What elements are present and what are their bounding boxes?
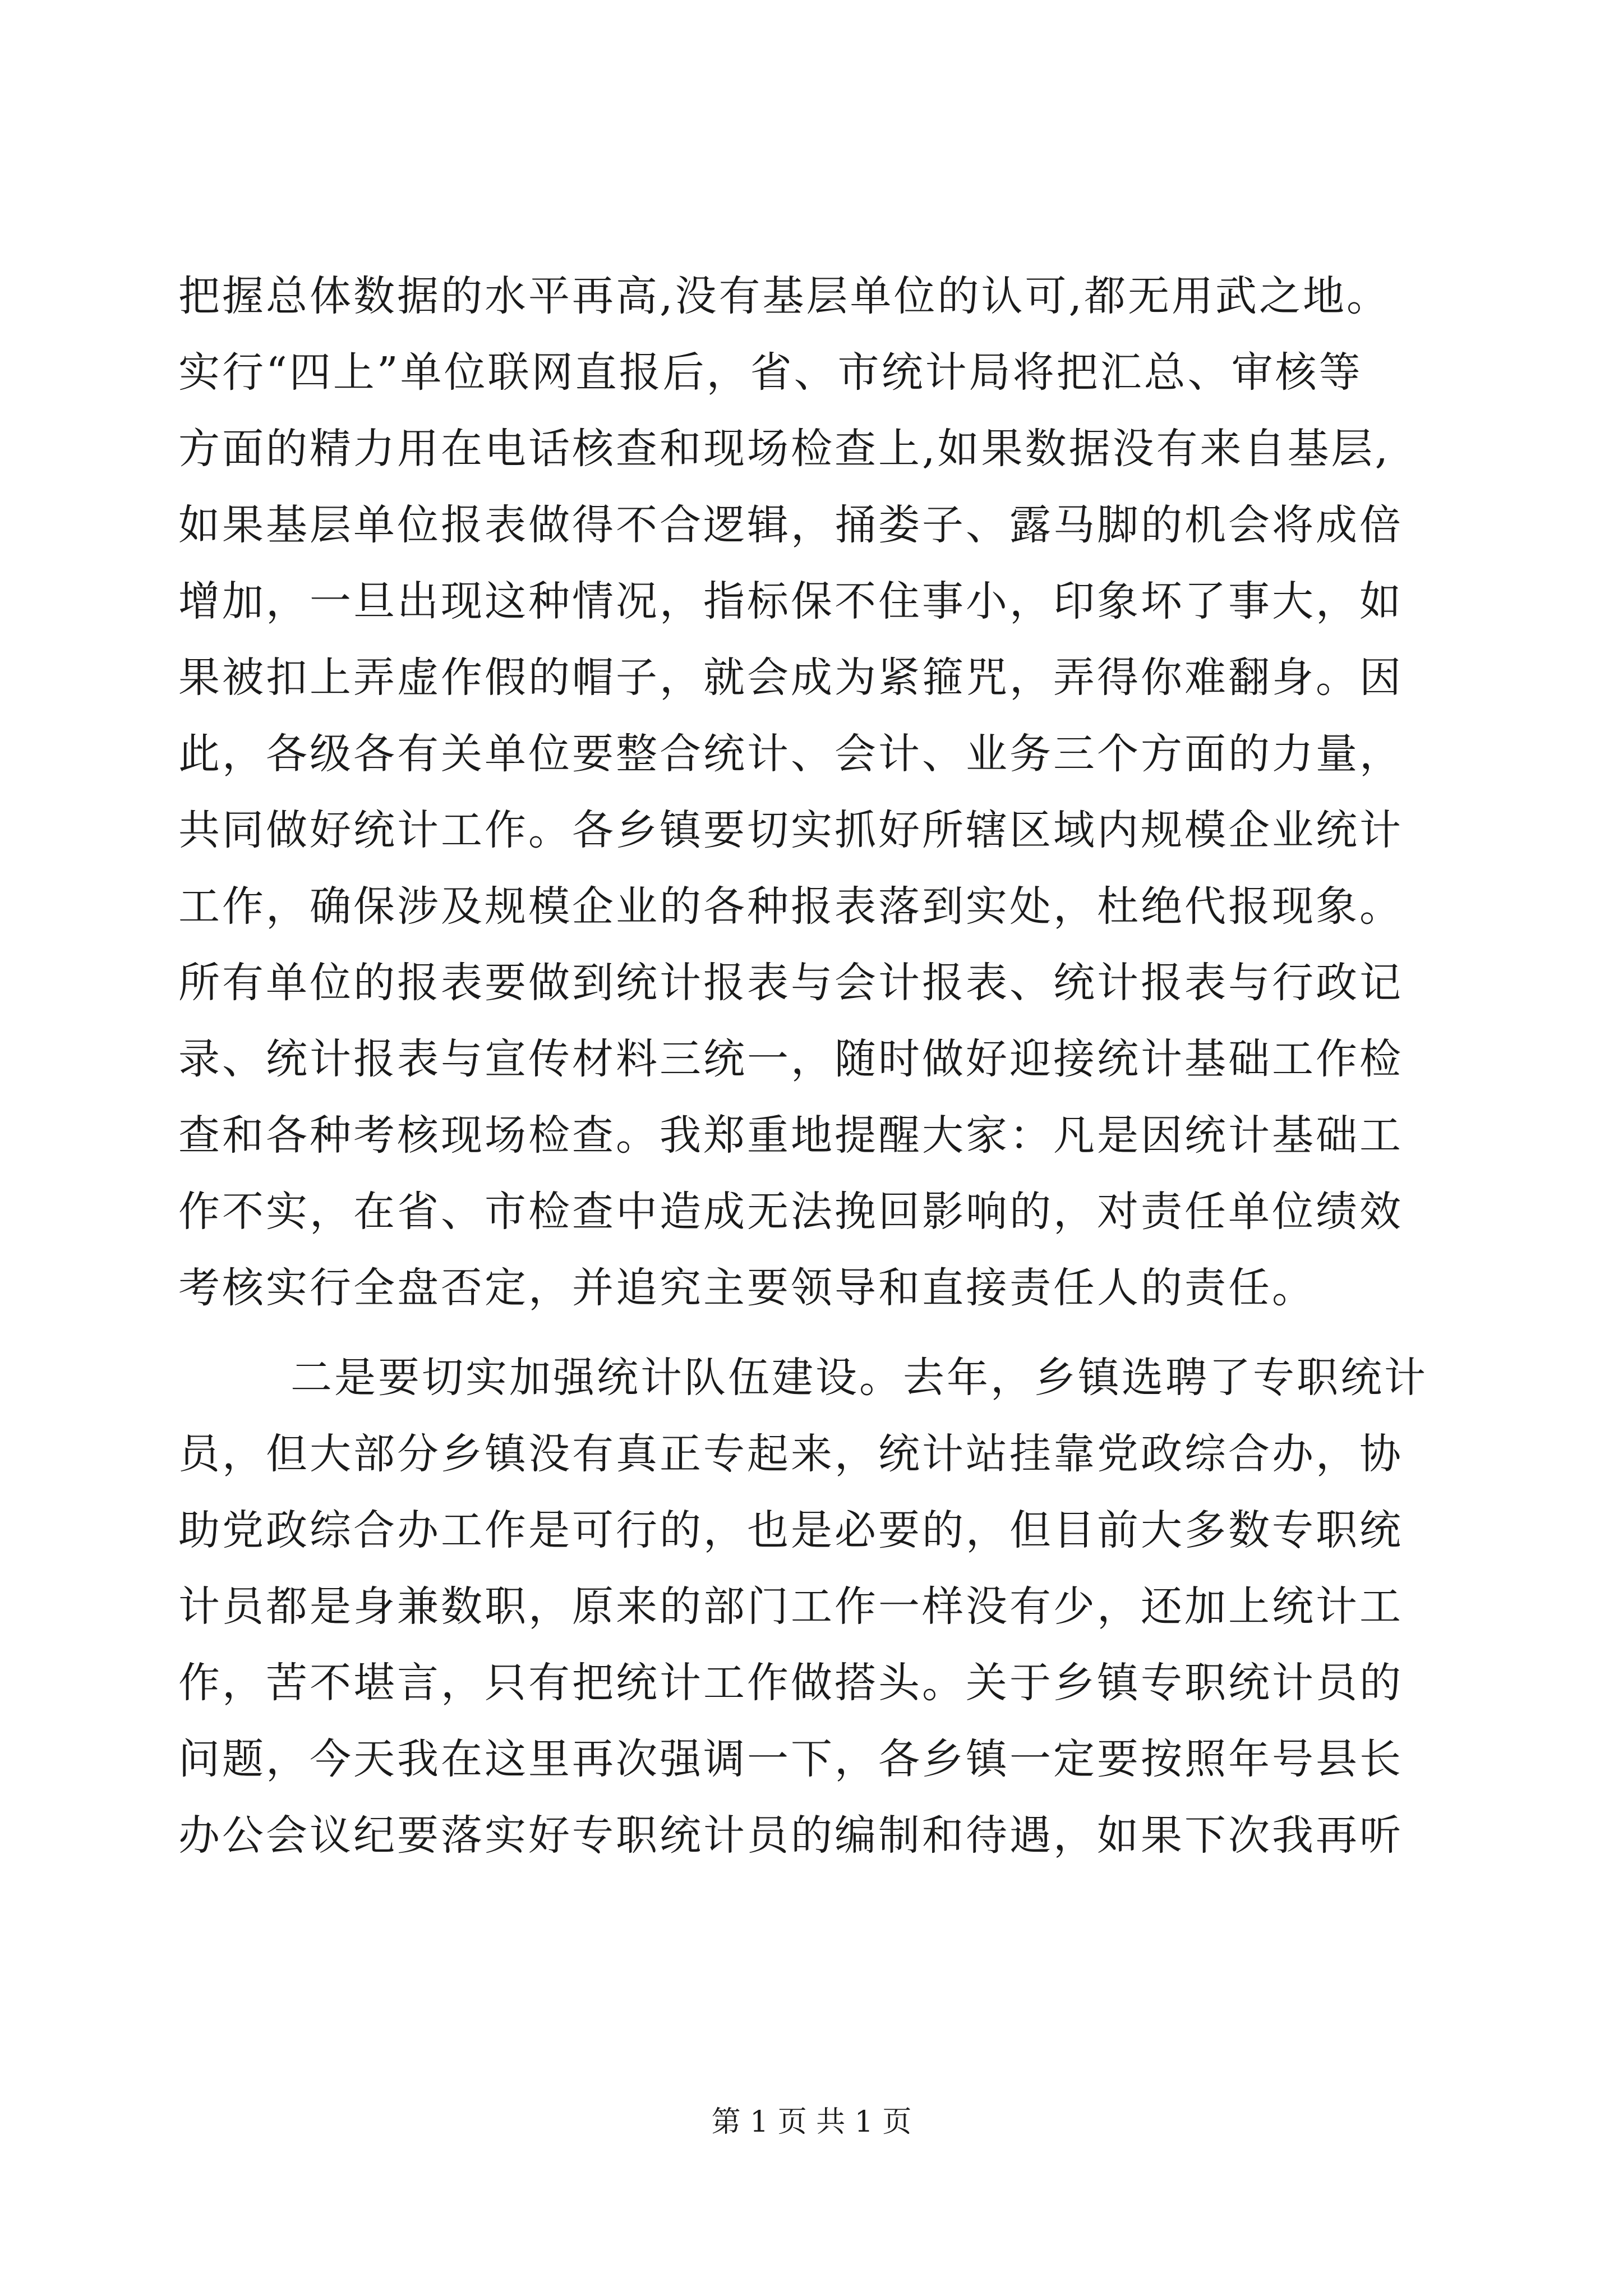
text-line: 此，各级各有关单位要整合统计、会计、业务三个方面的力量，	[178, 730, 1403, 778]
text-line: 考核实行全盘否定，并追究主要领导和直接责任人的责任。	[178, 1264, 1316, 1312]
text-line: 作，苦不堪言，只有把统计工作做搭头。关于乡镇专职统计员的	[178, 1659, 1403, 1707]
text-line: 果被扣上弄虚作假的帽子，就会成为紧箍咒，弄得你难翻身。因	[178, 654, 1403, 702]
text-line: 把握总体数据的水平再高,没有基层单位的认可,都无用武之地。	[178, 272, 1391, 320]
text-line: 录、统计报表与宣传材料三统一，随时做好迎接统计基础工作检	[178, 1035, 1403, 1083]
text-line: 二是要切实加强统计队伍建设。去年，乡镇选聘了专职统计	[291, 1354, 1428, 1402]
paragraph	[178, 1340, 1468, 1874]
text-line: 共同做好统计工作。各乡镇要切实抓好所辖区域内规模企业统计	[178, 806, 1403, 854]
document-body	[178, 258, 1468, 1874]
text-line: 所有单位的报表要做到统计报表与会计报表、统计报表与行政记	[178, 959, 1403, 1007]
paragraph	[178, 258, 1468, 1326]
text-line: 员，但大部分乡镇没有真正专起来，统计站挂靠党政综合办，协	[178, 1430, 1403, 1478]
text-line: 如果基层单位报表做得不合逻辑，捅娄子、露马脚的机会将成倍	[178, 501, 1403, 549]
page-footer: 第 1 页 共 1 页	[711, 2105, 912, 2139]
text-line: 计员都是身兼数职，原来的部门工作一样没有少，还加上统计工	[178, 1582, 1403, 1631]
text-line: 作不实，在省、市检查中造成无法挽回影响的，对责任单位绩效	[178, 1188, 1403, 1236]
text-line: 问题，今天我在这里再次强调一下，各乡镇一定要按照年号县长	[178, 1735, 1403, 1783]
text-line: 查和各种考核现场检查。我郑重地提醒大家：凡是因统计基础工	[178, 1111, 1403, 1159]
text-line: 办公会议纪要落实好专职统计员的编制和待遇，如果下次我再听	[178, 1811, 1403, 1860]
paragraph-gap	[178, 1326, 1468, 1340]
text-line: 增加，一旦出现这种情况，指标保不住事小，印象坏了事大，如	[178, 577, 1403, 625]
text-line: 工作，确保涉及规模企业的各种报表落到实处，杜绝代报现象。	[178, 882, 1403, 931]
text-line: 方面的精力用在电话核查和现场检查上,如果数据没有来自基层,	[178, 425, 1391, 473]
text-line: 助党政综合办工作是可行的，也是必要的，但目前大多数专职统	[178, 1506, 1403, 1554]
text-line: 实行“四上”单位联网直报后，省、市统计局将把汇总、审核等	[178, 348, 1363, 397]
